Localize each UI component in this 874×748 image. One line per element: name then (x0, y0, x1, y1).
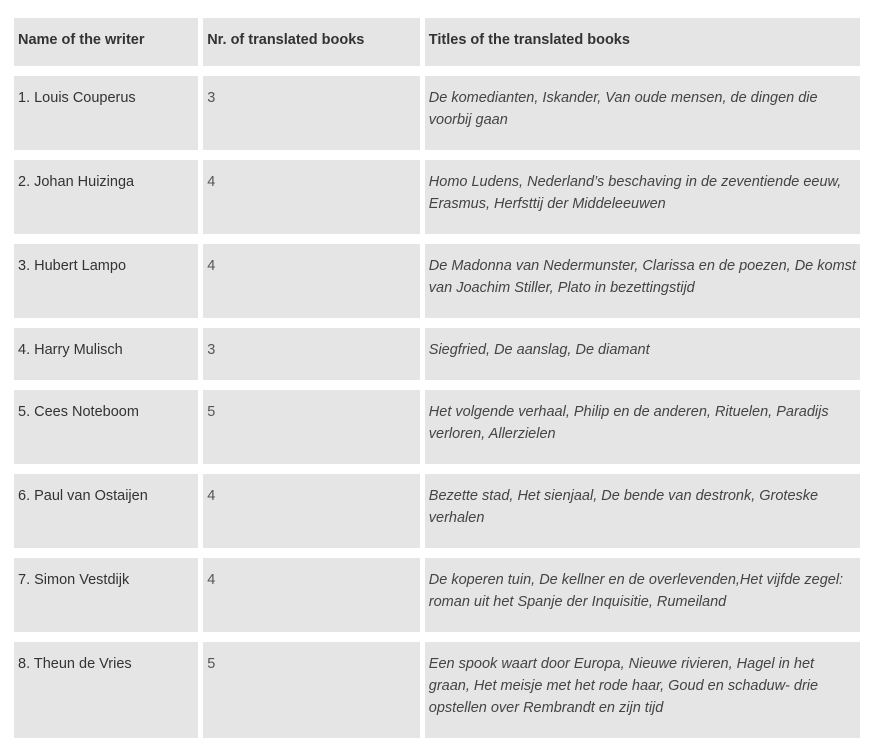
titles-cell: De koperen tuin, De kellner en de overlevenden,Het vijfde zegel: roman uit het Spanje der Inquisitie, Rumeiland (425, 558, 860, 632)
writer-cell: 1. Louis Couperus (14, 76, 198, 150)
titles-cell: Een spook waart door Europa, Nieuwe rivieren, Hagel in het graan, Het meisje met het rode haar, Goud en schaduw- drie opstellen over Rembrandt en zijn tijd (425, 642, 860, 738)
table-row (14, 642, 860, 738)
header-writer: Name of the writer (14, 18, 198, 66)
count-cell: 4 (203, 244, 420, 318)
table-row (14, 390, 860, 464)
titles-cell: De komedianten, Iskander, Van oude mensen, de dingen die voorbij gaan (425, 76, 860, 150)
table-row (14, 244, 860, 318)
table-header-row (14, 18, 860, 66)
writer-cell: 8. Theun de Vries (14, 642, 198, 738)
table-row (14, 474, 860, 548)
writer-cell: 6. Paul van Ostaijen (14, 474, 198, 548)
header-count: Nr. of translated books (203, 18, 420, 66)
translated-books-table (9, 8, 865, 748)
writer-cell: 5. Cees Noteboom (14, 390, 198, 464)
titles-cell: De Madonna van Nedermunster, Clarissa en de poezen, De komst van Joachim Stiller, Plato in bezettingstijd (425, 244, 860, 318)
count-cell: 5 (203, 642, 420, 738)
titles-cell: Het volgende verhaal, Philip en de anderen, Rituelen, Paradijs verloren, Allerzielen (425, 390, 860, 464)
titles-cell: Homo Ludens, Nederland’s beschaving in de zeventiende eeuw, Erasmus, Herfsttij der Middeleeuwen (425, 160, 860, 234)
count-cell: 3 (203, 328, 420, 380)
count-cell: 3 (203, 76, 420, 150)
count-cell: 4 (203, 474, 420, 548)
header-titles: Titles of the translated books (425, 18, 860, 66)
count-cell: 4 (203, 558, 420, 632)
writer-cell: 4. Harry Mulisch (14, 328, 198, 380)
count-cell: 4 (203, 160, 420, 234)
table-row (14, 76, 860, 150)
writer-cell: 7. Simon Vestdijk (14, 558, 198, 632)
count-cell: 5 (203, 390, 420, 464)
writer-cell: 3. Hubert Lampo (14, 244, 198, 318)
table-row (14, 558, 860, 632)
titles-cell: Bezette stad, Het sienjaal, De bende van destronk, Groteske verhalen (425, 474, 860, 548)
writer-cell: 2. Johan Huizinga (14, 160, 198, 234)
table-row (14, 328, 860, 380)
titles-cell: Siegfried, De aanslag, De diamant (425, 328, 860, 380)
table-row (14, 160, 860, 234)
